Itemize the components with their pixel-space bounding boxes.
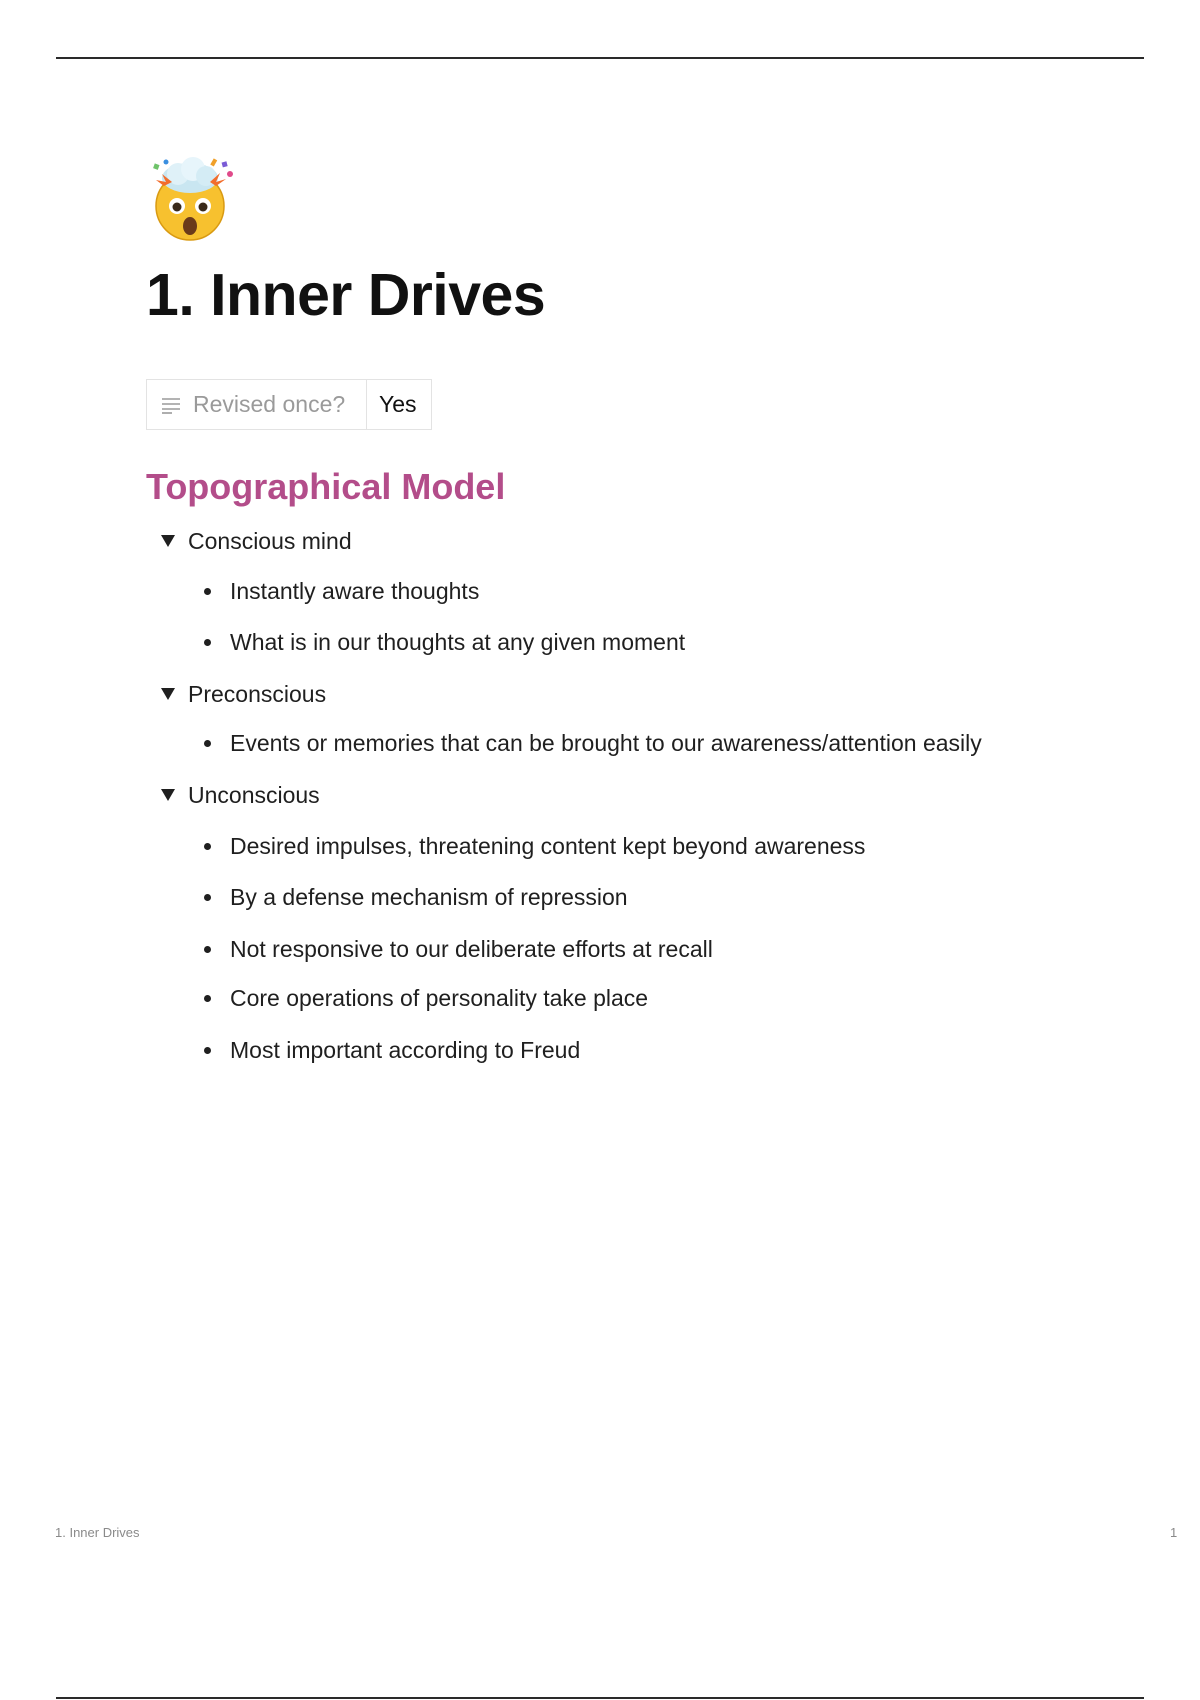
toggle-label: Conscious mind [188,527,352,554]
property-value: Yes [379,391,417,417]
bullet-icon [204,740,211,747]
list-item-text: Core operations of personality take place [230,984,649,1011]
toggle-unconscious[interactable] [160,780,320,810]
list-item-text: What is in our thoughts at any given moment [230,628,686,655]
list-item [204,728,982,758]
footer-title: 1. Inner Drives [55,1525,140,1540]
toggle-conscious-mind[interactable] [160,526,352,556]
text-lines-icon [161,396,181,414]
triangle-down-icon[interactable] [160,788,176,802]
bullet-icon [204,639,211,646]
triangle-down-icon[interactable] [160,534,176,548]
property-value-cell[interactable] [367,380,431,429]
bullet-icon [204,588,211,595]
bottom-divider [56,1697,1144,1699]
list-item-text: Not responsive to our deliberate efforts at recall [230,935,713,962]
list-item [204,831,865,861]
bullet-icon [204,995,211,1002]
list-item-text: Instantly aware thoughts [230,577,480,604]
page-title: 1. Inner Drives [146,262,546,328]
list-item-text: Desired impulses, threatening content kept beyond awareness [230,832,866,859]
section-heading: Topographical Model [146,466,506,507]
top-divider [56,57,1144,59]
list-item [204,1035,580,1065]
exploding-head-icon [146,156,236,244]
list-item [204,576,479,606]
bullet-icon [204,894,211,901]
list-item [204,934,713,964]
property-name: Revised once? [193,391,346,417]
list-item-text: Most important according to Freud [230,1036,581,1063]
toggle-label: Unconscious [188,781,320,808]
properties-table [146,379,432,430]
footer-page-number: 1 [1170,1525,1178,1540]
list-item [204,983,648,1013]
property-name-cell [147,380,367,429]
toggle-label: Preconscious [188,680,327,707]
bullet-icon [204,843,211,850]
list-item [204,882,628,912]
triangle-down-icon[interactable] [160,687,176,701]
bullet-icon [204,946,211,953]
bullet-icon [204,1047,211,1054]
list-item-text: Events or memories that can be brought to our awareness/attention easily [230,729,982,756]
list-item-text: By a defense mechanism of repression [230,883,628,910]
toggle-preconscious[interactable] [160,679,326,709]
list-item [204,627,685,657]
